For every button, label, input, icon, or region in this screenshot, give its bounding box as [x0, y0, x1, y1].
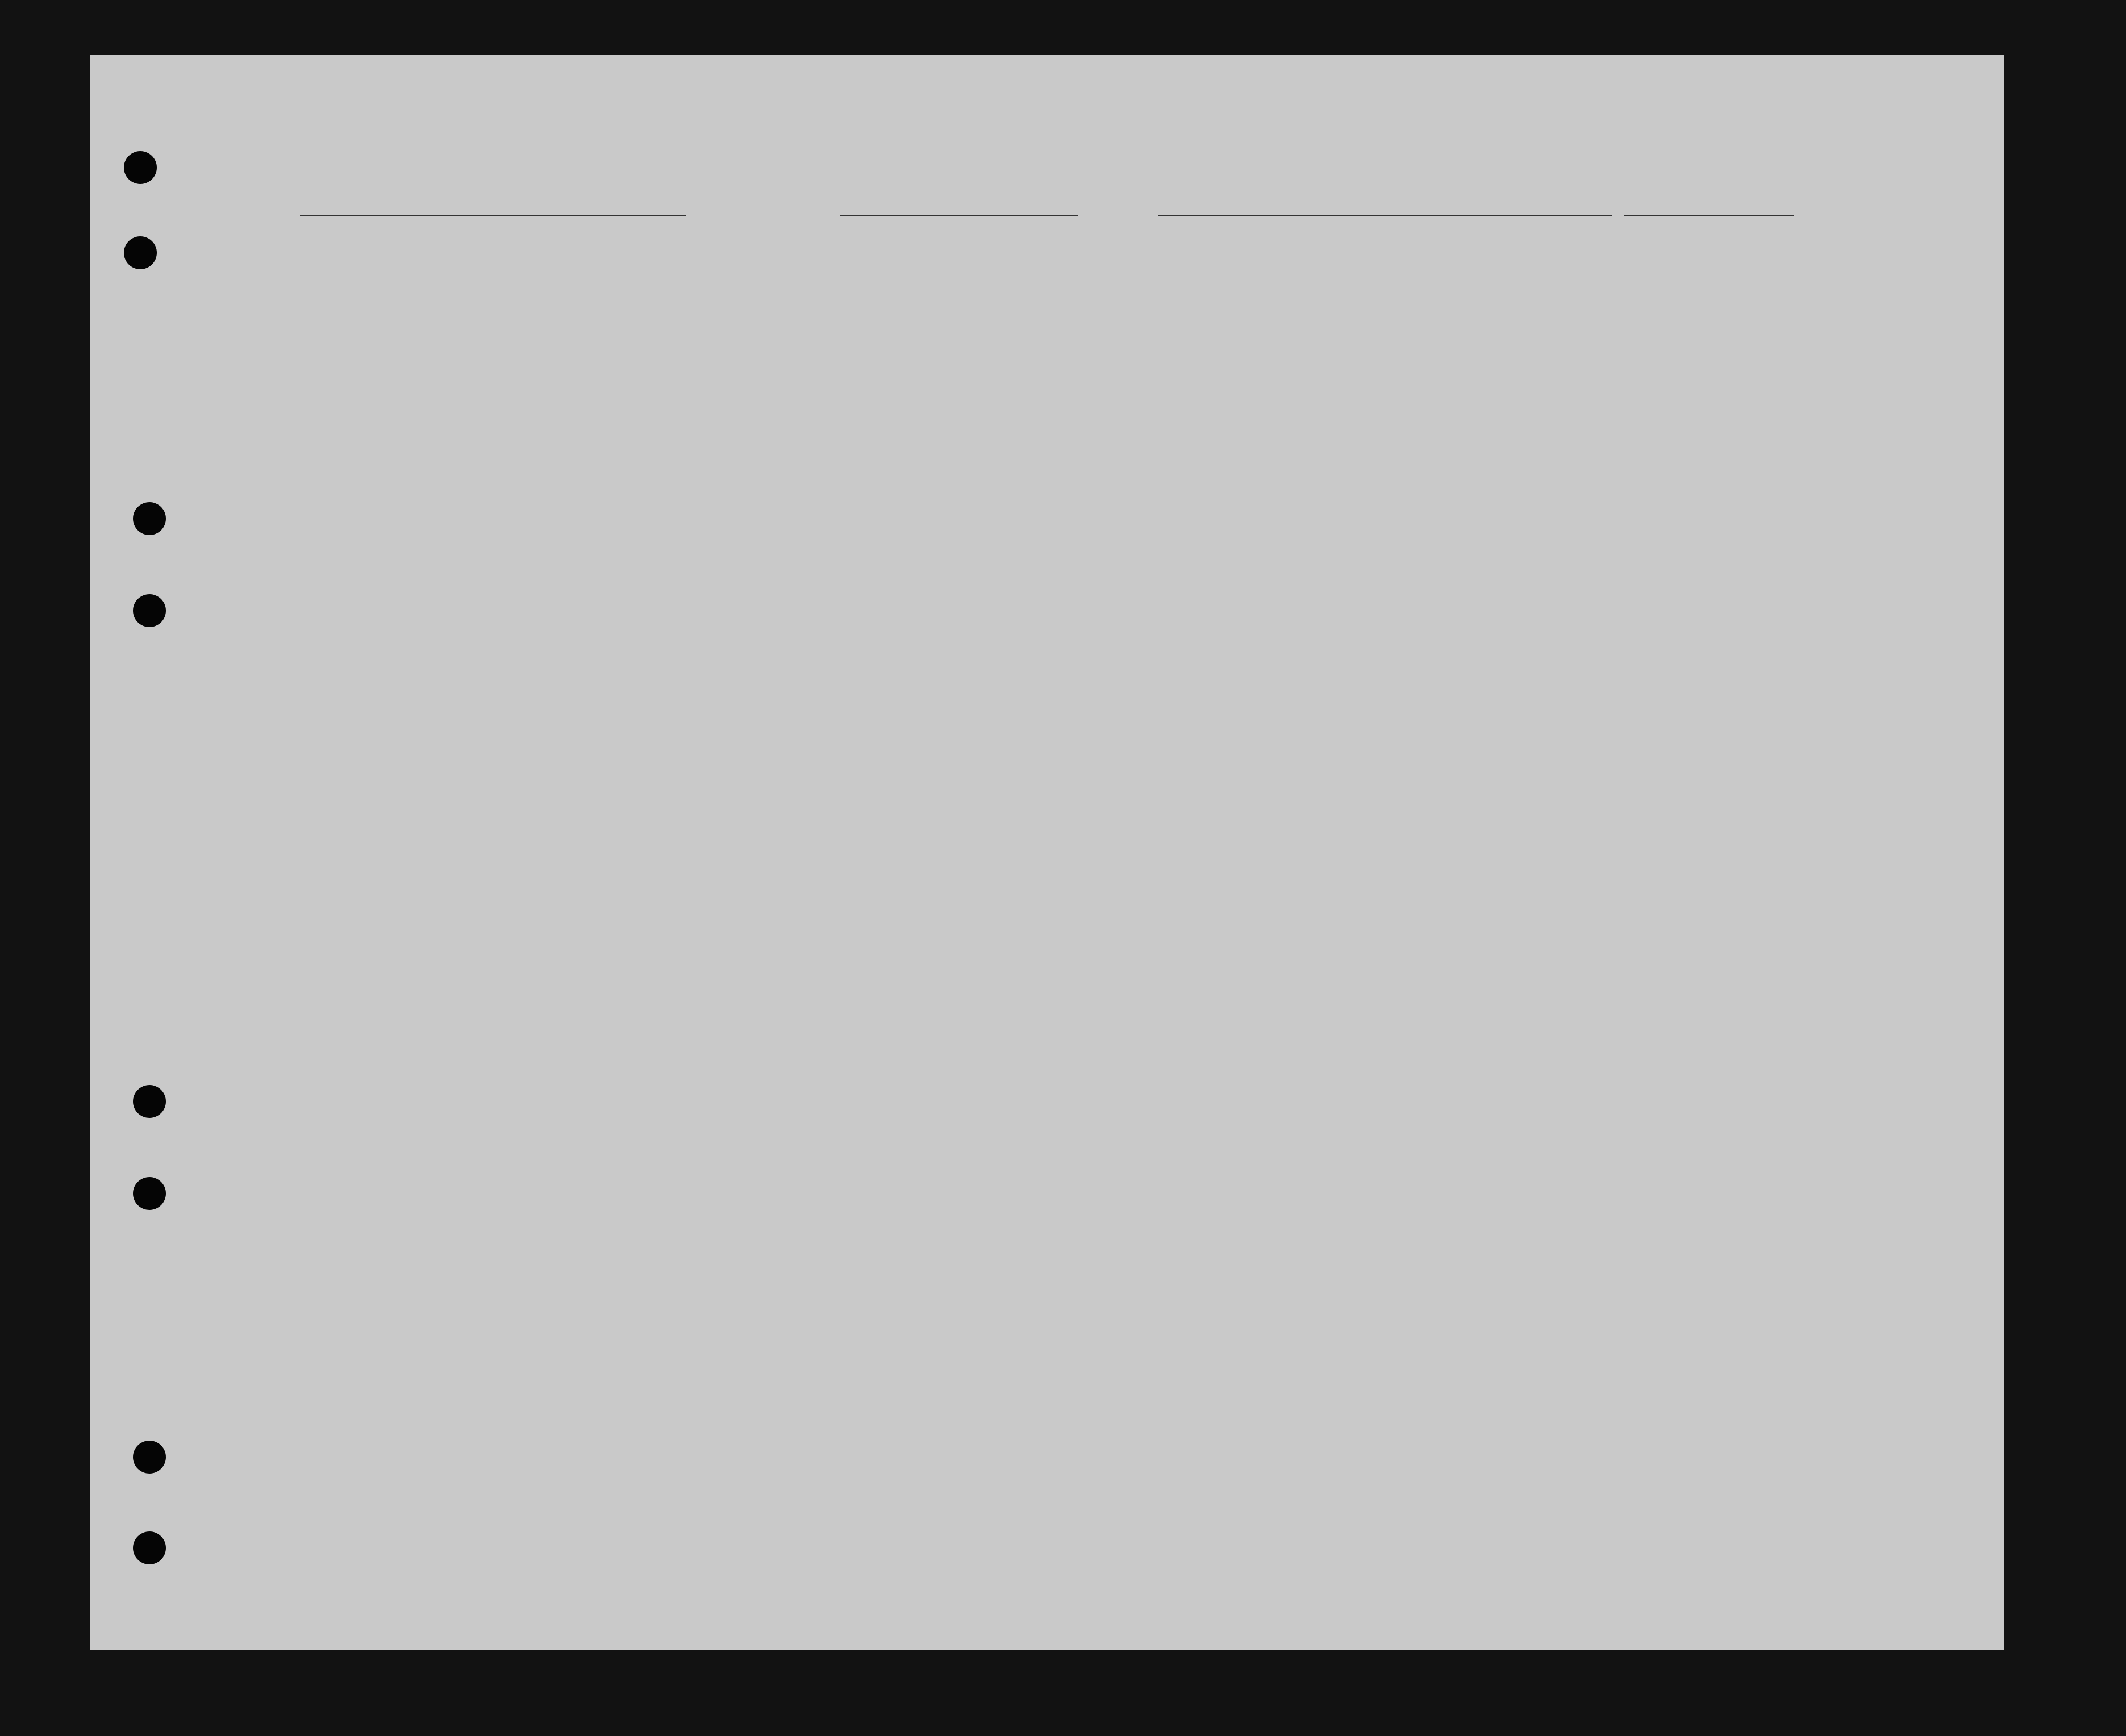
punch-hole [133, 594, 166, 627]
punch-hole [133, 1177, 166, 1210]
punch-hole [133, 1085, 166, 1118]
punch-hole [124, 151, 157, 184]
manifest-sheet [90, 55, 2004, 1650]
table-grid [90, 55, 2004, 1650]
punch-hole [124, 236, 157, 269]
punch-hole [133, 1441, 166, 1474]
punch-hole [133, 502, 166, 535]
punch-hole [133, 1531, 166, 1564]
